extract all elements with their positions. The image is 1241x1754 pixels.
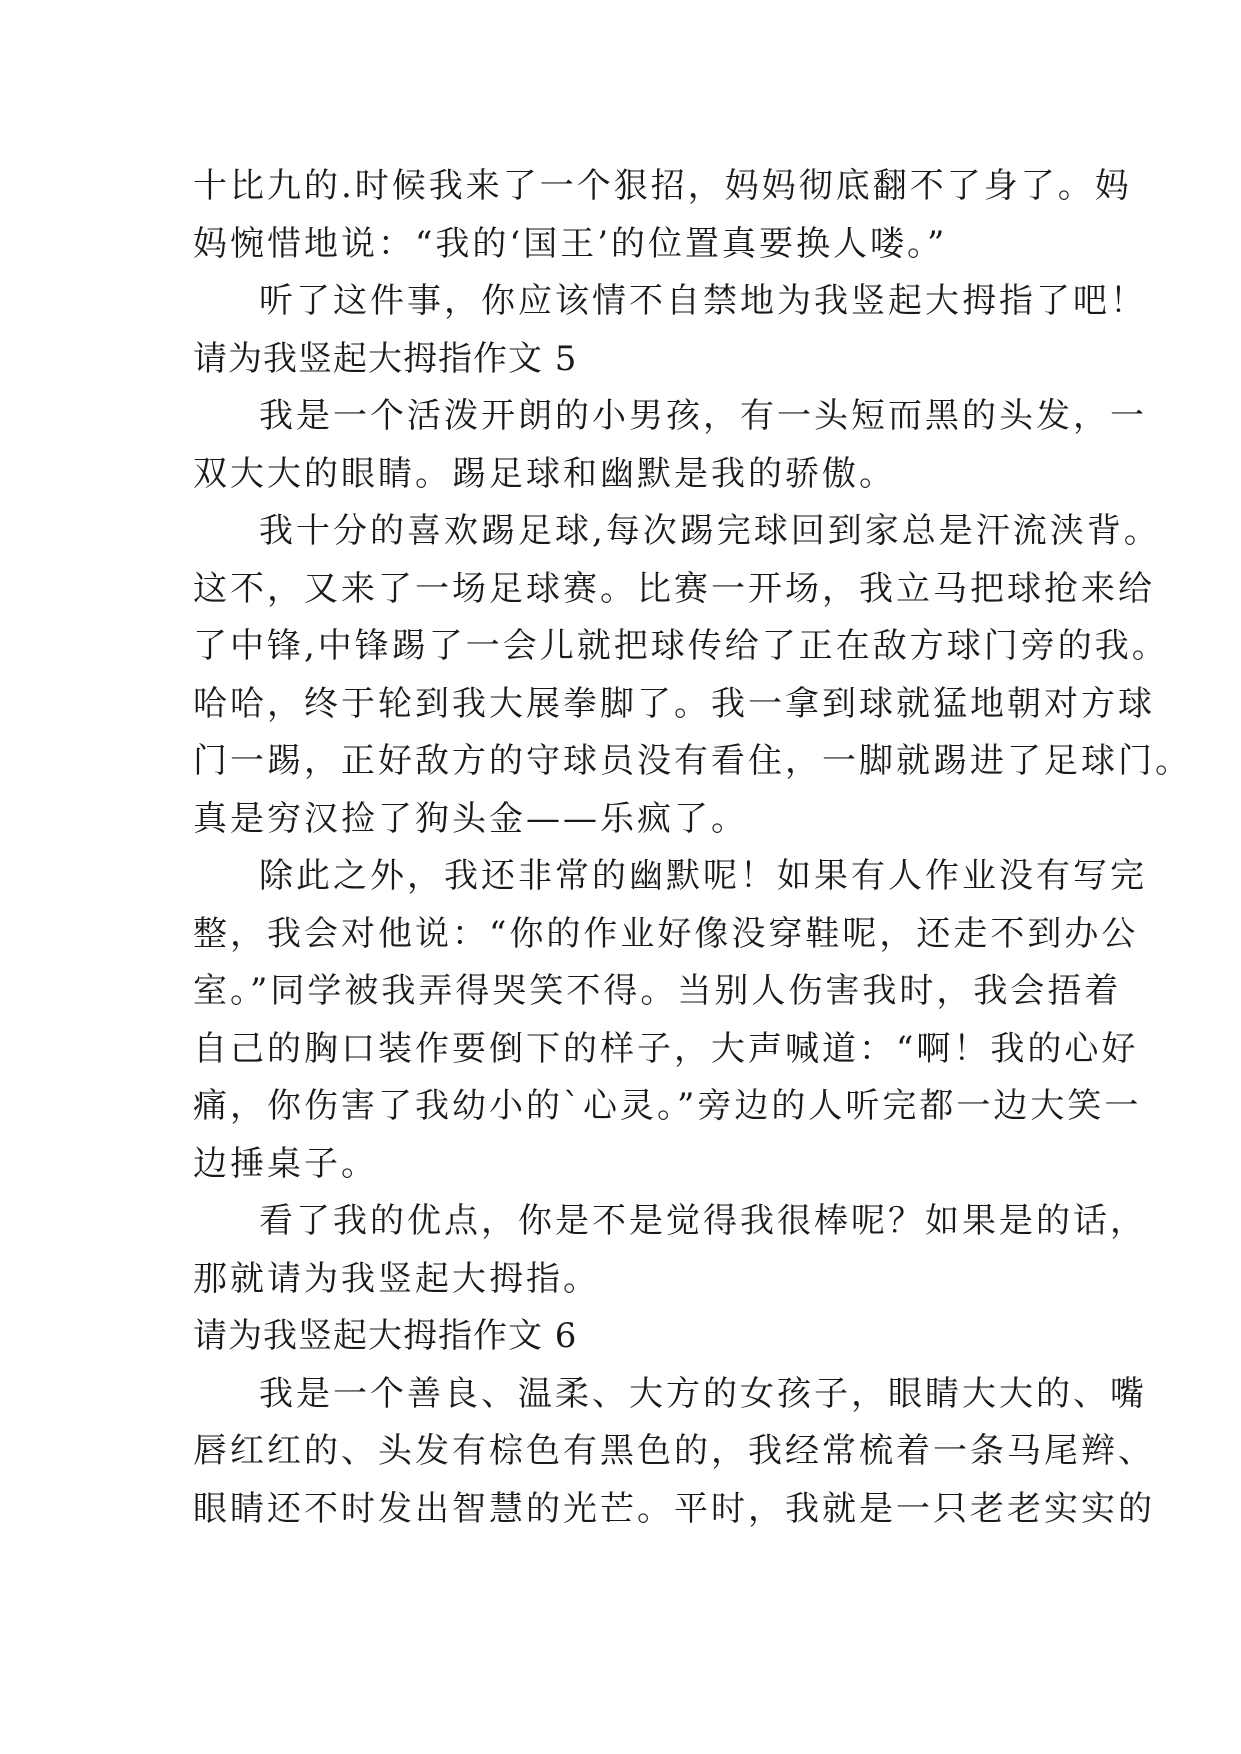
- text-line: 这不，又来了一场足球赛。比赛一开场，我立马把球抢来给: [193, 568, 1155, 609]
- text-line: 看了我的优点，你是不是觉得我很棒呢？如果是的话，: [259, 1201, 1147, 1241]
- text-line: 我十分的喜欢踢足球,每次踢完球回到家总是汗流浃背。: [259, 511, 1161, 551]
- section-heading: 请为我竖起大拇指作文 6: [193, 1316, 578, 1356]
- text-line: 我是一个活泼开朗的小男孩，有一头短而黑的头发，一: [259, 396, 1147, 436]
- text-line: 那就请为我竖起大拇指。: [193, 1258, 600, 1299]
- text-line: 室。”同学被我弄得哭笑不得。当别人伤害我时，我会捂着: [193, 971, 1122, 1011]
- text-line: 真是穷汉捡了狗头金——乐疯了。: [193, 798, 748, 839]
- text-line: 门一踢，正好敌方的守球员没有看住，一脚就踢进了足球门。: [193, 741, 1192, 781]
- section-heading: 请为我竖起大拇指作文 5: [193, 338, 578, 379]
- text-line: 妈惋惜地说：“我的‘国王’的位置真要换人喽。”: [193, 223, 948, 264]
- text-line: 我是一个善良、温柔、大方的女孩子，眼睛大大的、嘴: [259, 1373, 1147, 1414]
- text-line: 除此之外，我还非常的幽默呢！如果有人作业没有写完: [259, 856, 1147, 896]
- text-line: 痛，你伤害了我幼小的`心灵。”旁边的人听完都一边大笑一: [193, 1086, 1142, 1126]
- text-line: 哈哈，终于轮到我大展拳脚了。我一拿到球就猛地朝对方球: [193, 683, 1155, 724]
- text-line: 十比九的.时候我来了一个狠招，妈妈彻底翻不了身了。妈: [193, 166, 1132, 206]
- text-line: 眼睛还不时发出智慧的光芒。平时，我就是一只老老实实的: [193, 1488, 1155, 1529]
- text-line: 整，我会对他说：“你的作业好像没穿鞋呢，还走不到办公: [193, 913, 1139, 954]
- text-line: 唇红红的、头发有棕色有黑色的，我经常梳着一条马尾辫、: [193, 1431, 1155, 1471]
- text-line: 双大大的眼睛。踢足球和幽默是我的骄傲。: [193, 453, 896, 494]
- text-line: 听了这件事，你应该情不自禁地为我竖起大拇指了吧！: [259, 281, 1147, 321]
- document-body: [193, 158, 1192, 1538]
- text-line: 了中锋,中锋踢了一会儿就把球传给了正在敌方球门旁的我。: [193, 626, 1169, 666]
- text-line: 自己的胸口装作要倒下的样子，大声喊道：“啊！我的心好: [193, 1028, 1139, 1069]
- text-line: 边捶桌子。: [193, 1143, 378, 1184]
